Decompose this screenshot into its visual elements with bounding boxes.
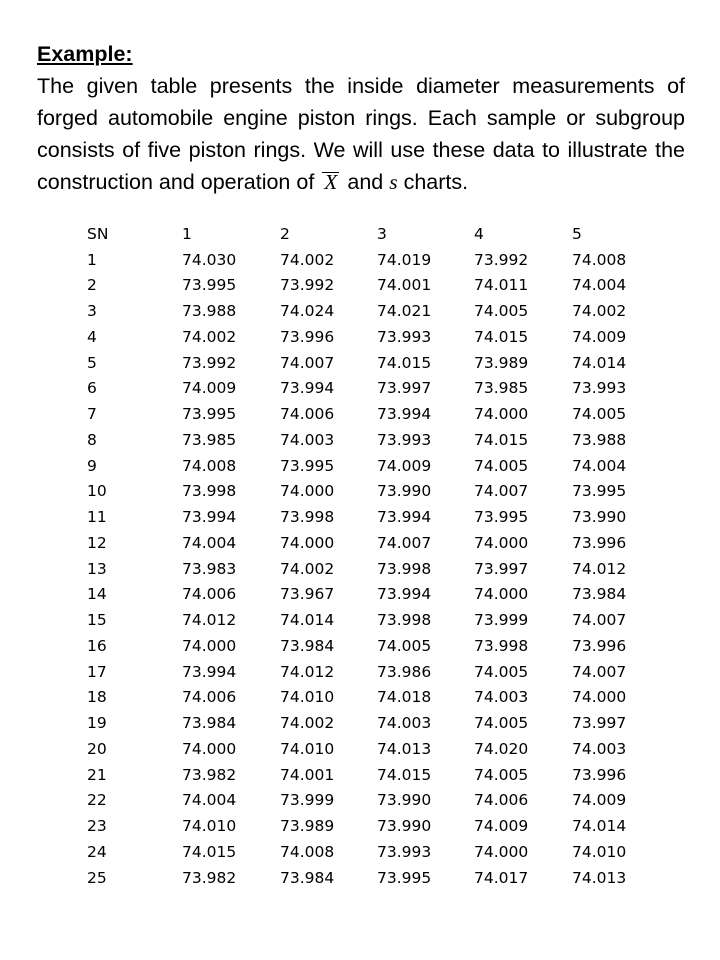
measurement-cell: 74.009 [474,817,529,836]
measurement-cell: 74.014 [280,611,335,630]
measurement-cell: 74.003 [572,739,627,758]
table-row [87,504,642,530]
measurement-cell: 73.999 [280,791,335,810]
measurement-cell: 73.995 [280,456,335,475]
header-cell: 4 [474,224,484,243]
example-heading: Example: [37,42,133,66]
measurement-cell: 73.993 [377,430,432,449]
measurement-cell: 74.002 [280,714,335,733]
measurement-cell: 74.000 [474,405,529,424]
sample-number-cell: 2 [87,276,97,295]
measurement-cell: 73.995 [474,508,529,527]
measurement-cell: 73.990 [377,791,432,810]
measurement-cell: 73.998 [377,611,432,630]
measurement-cell: 74.000 [474,842,529,861]
measurement-cell: 73.994 [377,405,432,424]
sample-number-cell: 19 [87,714,107,733]
measurement-cell: 73.995 [572,482,627,501]
measurement-cell: 73.995 [182,276,237,295]
measurement-cell: 73.997 [572,714,627,733]
sample-number-cell: 22 [87,791,107,810]
measurement-cell: 74.015 [474,430,529,449]
table-row [87,556,642,582]
measurement-cell: 74.006 [182,688,237,707]
measurement-cell: 74.015 [377,765,432,784]
table-row [87,607,642,633]
table-row [87,685,642,711]
table-row [87,247,642,273]
measurement-cell: 74.005 [474,302,529,321]
sample-number-cell: 9 [87,456,97,475]
measurement-cell: 74.012 [182,611,237,630]
measurement-cell: 73.984 [182,714,237,733]
header-cell: 3 [377,224,387,243]
table-row [87,813,642,839]
measurement-cell: 74.014 [572,817,627,836]
measurement-cell: 74.005 [377,636,432,655]
description-paragraph [37,70,685,198]
table-row [87,479,642,505]
measurement-cell: 73.984 [280,868,335,887]
measurement-cell: 73.996 [280,327,335,346]
measurement-cell: 74.005 [474,662,529,681]
sample-number-cell: 13 [87,559,107,578]
sample-number-cell: 15 [87,611,107,630]
measurement-cell: 74.015 [474,327,529,346]
measurement-cell: 73.997 [377,379,432,398]
measurement-cell: 73.994 [182,662,237,681]
table-row [87,273,642,299]
measurement-cell: 74.002 [280,250,335,269]
measurement-cell: 74.006 [474,791,529,810]
xbar-symbol: X [324,170,338,194]
table-row [87,839,642,865]
measurement-cell: 74.000 [182,636,237,655]
measurement-cell: 74.000 [572,688,627,707]
table-row [87,427,642,453]
measurement-cell: 73.990 [572,508,627,527]
measurement-cell: 74.000 [474,533,529,552]
measurement-cell: 73.995 [377,868,432,887]
sample-number-cell: 5 [87,353,97,372]
measurement-cell: 74.000 [474,585,529,604]
measurement-cell: 73.998 [474,636,529,655]
sample-number-cell: 17 [87,662,107,681]
measurement-cell: 74.020 [474,739,529,758]
measurement-cell: 74.006 [280,405,335,424]
measurement-cell: 74.002 [280,559,335,578]
measurement-cell: 74.030 [182,250,237,269]
measurement-cell: 74.001 [377,276,432,295]
measurement-cell: 73.985 [474,379,529,398]
measurement-cell: 73.996 [572,765,627,784]
measurement-cell: 73.983 [182,559,237,578]
measurement-cell: 74.008 [182,456,237,475]
measurement-cell: 73.994 [280,379,335,398]
measurement-cell: 74.012 [280,662,335,681]
measurement-cell: 74.007 [377,533,432,552]
table-header-row [87,221,642,247]
header-cell: SN [87,224,109,243]
measurement-cell: 73.993 [377,327,432,346]
sample-number-cell: 12 [87,533,107,552]
paragraph-text-3: charts. [397,170,469,194]
sample-number-cell: 10 [87,482,107,501]
measurement-cell: 74.003 [474,688,529,707]
measurement-cell: 73.982 [182,765,237,784]
measurement-cell: 74.015 [182,842,237,861]
measurement-cell: 74.005 [474,765,529,784]
measurement-cell: 74.008 [572,250,627,269]
measurement-cell: 73.989 [474,353,529,372]
measurement-cell: 73.985 [182,430,237,449]
measurement-cell: 73.986 [377,662,432,681]
table-row [87,324,642,350]
sample-number-cell: 14 [87,585,107,604]
measurement-cell: 73.993 [572,379,627,398]
measurement-cell: 74.007 [280,353,335,372]
sample-number-cell: 8 [87,430,97,449]
measurement-cell: 73.990 [377,482,432,501]
measurement-cell: 73.992 [182,353,237,372]
measurement-cell: 73.982 [182,868,237,887]
measurement-cell: 73.992 [474,250,529,269]
measurement-cell: 74.010 [280,688,335,707]
measurement-cell: 74.009 [572,327,627,346]
table-row [87,582,642,608]
s-symbol: s [389,170,398,194]
measurement-cell: 74.004 [182,791,237,810]
measurement-cell: 74.003 [280,430,335,449]
measurement-cell: 74.010 [182,817,237,836]
measurement-cell: 74.006 [182,585,237,604]
measurement-cell: 74.010 [572,842,627,861]
measurement-cell: 73.990 [377,817,432,836]
measurement-cell: 73.989 [280,817,335,836]
sample-number-cell: 6 [87,379,97,398]
measurement-cell: 73.997 [474,559,529,578]
measurement-cell: 74.013 [377,739,432,758]
table-row [87,530,642,556]
measurement-cell: 74.009 [182,379,237,398]
table-row [87,350,642,376]
measurement-cell: 74.010 [280,739,335,758]
measurement-cell: 74.018 [377,688,432,707]
measurement-cell: 73.996 [572,636,627,655]
measurement-cell: 73.998 [280,508,335,527]
measurement-cell: 74.005 [474,714,529,733]
measurement-cell: 74.007 [474,482,529,501]
sample-number-cell: 18 [87,688,107,707]
measurement-cell: 74.000 [280,533,335,552]
measurement-cell: 73.984 [572,585,627,604]
measurement-cell: 74.004 [572,276,627,295]
measurement-cell: 74.014 [572,353,627,372]
measurement-cell: 74.000 [182,739,237,758]
measurement-cell: 74.013 [572,868,627,887]
measurement-cell: 74.017 [474,868,529,887]
sample-number-cell: 3 [87,302,97,321]
measurement-cell: 74.008 [280,842,335,861]
table-row [87,401,642,427]
header-cell: 2 [280,224,290,243]
sample-number-cell: 20 [87,739,107,758]
table-row [87,376,642,402]
measurement-cell: 74.007 [572,611,627,630]
measurement-cell: 74.005 [474,456,529,475]
measurement-cell: 73.988 [572,430,627,449]
measurement-cell: 73.994 [377,508,432,527]
sample-number-cell: 25 [87,868,107,887]
measurement-cell: 73.996 [572,533,627,552]
measurement-cell: 74.000 [280,482,335,501]
measurement-cell: 74.004 [182,533,237,552]
paragraph-text-2: and [341,170,390,194]
measurement-cell: 73.999 [474,611,529,630]
measurement-cell: 73.988 [182,302,237,321]
measurement-cell: 74.019 [377,250,432,269]
measurement-cell: 73.998 [182,482,237,501]
measurement-cell: 73.995 [182,405,237,424]
table-row [87,453,642,479]
measurement-cell: 74.015 [377,353,432,372]
measurement-cell: 74.002 [572,302,627,321]
sample-number-cell: 11 [87,508,107,527]
sample-number-cell: 24 [87,842,107,861]
sample-number-cell: 16 [87,636,107,655]
table-row [87,659,642,685]
measurement-cell: 74.012 [572,559,627,578]
measurement-cell: 73.967 [280,585,335,604]
measurement-cell: 74.011 [474,276,529,295]
header-cell: 5 [572,224,582,243]
table-row [87,865,642,891]
measurement-cell: 74.024 [280,302,335,321]
table-row [87,633,642,659]
sample-number-cell: 4 [87,327,97,346]
measurement-cell: 74.002 [182,327,237,346]
measurement-cell: 74.003 [377,714,432,733]
table-row [87,788,642,814]
measurement-cell: 74.007 [572,662,627,681]
measurement-cell: 74.009 [377,456,432,475]
table-body [87,247,642,891]
measurement-cell: 73.984 [280,636,335,655]
intro-text [37,38,685,198]
measurement-cell: 74.004 [572,456,627,475]
sample-number-cell: 21 [87,765,107,784]
measurement-cell: 74.021 [377,302,432,321]
measurement-cell: 73.998 [377,559,432,578]
sample-number-cell: 23 [87,817,107,836]
table-row [87,710,642,736]
table-row [87,762,642,788]
header-cell: 1 [182,224,192,243]
measurement-cell: 73.993 [377,842,432,861]
measurement-cell: 73.994 [182,508,237,527]
measurement-cell: 74.009 [572,791,627,810]
measurement-cell: 73.994 [377,585,432,604]
measurement-cell: 74.005 [572,405,627,424]
table-row [87,736,642,762]
measurement-cell: 74.001 [280,765,335,784]
sample-number-cell: 7 [87,405,97,424]
measurement-cell: 73.992 [280,276,335,295]
table-row [87,298,642,324]
paragraph-text-1: The given table presents the inside diameter measurements of forged automobile engine piston rings. Each sample or subgroup consists of five piston rings. We will use these data to illustrate the construction and operation of [37,74,685,194]
sample-number-cell: 1 [87,250,97,269]
piston-ring-data-table [87,221,642,891]
